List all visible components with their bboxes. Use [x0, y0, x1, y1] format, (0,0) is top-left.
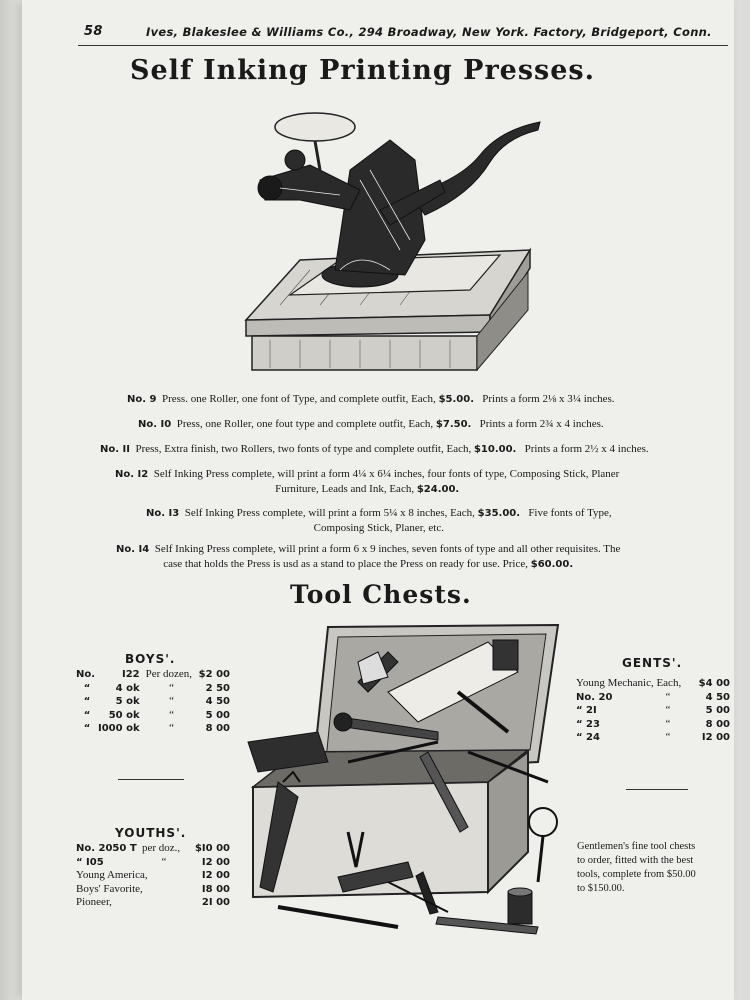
- printing-press-illustration: [240, 100, 550, 375]
- boys-price-table: [76, 668, 230, 736]
- boys-divider: [118, 779, 184, 780]
- table-row: No. I22 Per dozen, $2 00: [76, 668, 230, 680]
- table-row: “ 24 “ I2 00: [576, 731, 730, 743]
- table-row: “ I000 ok “ 8 00: [83, 722, 230, 734]
- gents-price-table: [576, 677, 730, 745]
- boys-heading: BOYS'.: [125, 652, 176, 666]
- header-rule: [78, 45, 728, 46]
- table-row: Young America, I2 00: [76, 869, 230, 881]
- table-row: Young Mechanic, Each, $4 00: [576, 677, 730, 689]
- table-row: Pioneer, 2I 00: [76, 896, 230, 908]
- table-row: “ I05 “ I2 00: [76, 855, 230, 868]
- press-item-10: No. I0 Press, one Roller, one fout type and complete outfit, Each, $7.50. Prints a form 2¾ x 4 inches.: [138, 418, 604, 430]
- page-edge: [0, 0, 22, 1000]
- youths-heading: YOUTHS'.: [115, 826, 187, 840]
- table-row: “ 50 ok “ 5 00: [83, 708, 230, 721]
- presses-title: Self Inking Printing Presses.: [130, 55, 596, 86]
- tool-chest-illustration: [238, 622, 568, 942]
- youths-price-table: [76, 842, 230, 910]
- header-text: Ives, Blakeslee & Williams Co., 294 Broadway, New York. Factory, Bridgeport, Conn.: [146, 25, 712, 39]
- press-item-11: No. II Press, Extra finish, two Rollers, two fonts of type and complete outfit, Each, $10.00. Prints a form 2½ x 4 inches.: [100, 443, 649, 455]
- tool-chests-title: Tool Chests.: [290, 580, 472, 609]
- table-row: “ 23 “ 8 00: [576, 717, 730, 730]
- press-item-14: No. I4 Self Inking Press complete, will print a form 6 x 9 inches, seven fonts of type and all other requisites. The case that holds the Press is usd as a stand to place the Press on ready for use. Price, $60.00.: [116, 543, 621, 570]
- page-number: 58: [84, 24, 103, 39]
- table-row: Boys' Favorite, I8 00: [76, 882, 230, 895]
- table-row: “ 2I “ 5 00: [576, 704, 730, 716]
- press-item-12: No. I2 Self Inking Press complete, will print a form 4¼ x 6¼ inches, four fonts of type, Composing Stick, Planer Furniture, Leads and Ink, Each, $24.00.: [115, 468, 620, 495]
- press-item-9: No. 9 Press. one Roller, one font of Type, and complete outfit, Each, $5.00. Prints a form 2⅛ x 3¼ inches.: [127, 393, 615, 405]
- gents-heading: GENTS'.: [622, 656, 683, 670]
- gents-divider: [626, 789, 688, 790]
- press-item-13: No. I3 Self Inking Press complete, will print a form 5¼ x 8 inches, Each, $35.00. Five fonts of Type, Composing Stick, Planer, etc.: [146, 507, 612, 534]
- table-row: “ 5 ok “ 4 50: [83, 695, 230, 707]
- table-row: No. 20 “ 4 50: [576, 690, 730, 703]
- gents-note: Gentlemen's fine tool chests to order, fitted with the best tools, complete from $50.00 to $150.00.: [577, 841, 696, 894]
- table-row: No. 2050 T per doz., $I0 00: [76, 842, 230, 854]
- table-row: “ 4 ok “ 2 50: [83, 681, 230, 694]
